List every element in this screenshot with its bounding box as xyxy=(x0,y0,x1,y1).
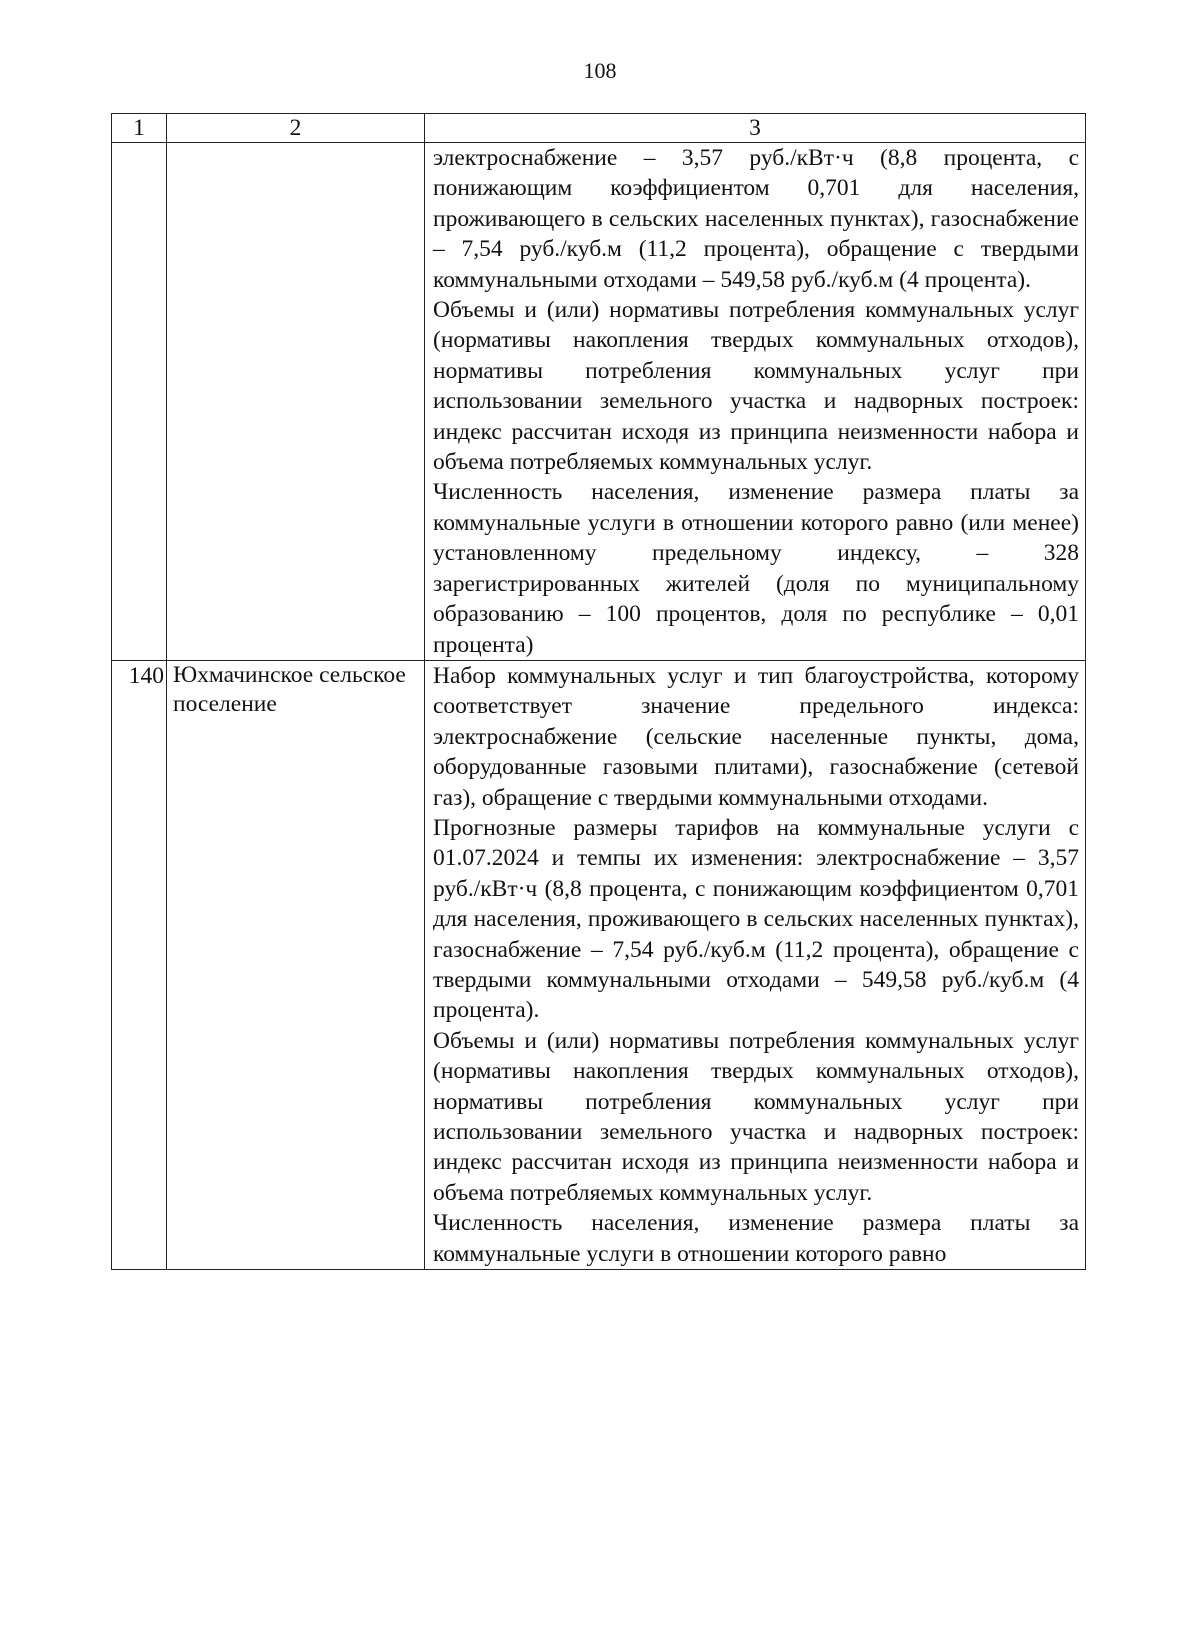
paragraph: Прогнозные размеры тарифов на коммунальные услуги с 01.07.2024 и темпы их изменения: электроснабжение – 3,57 руб./кВт·ч (8,8 процента, с понижающим коэффициентом 0,701 для населения, проживающего в сельских населенных пунктах), газоснабжение – 7,54 руб./куб.м (11,2 процента), обращение с твердыми коммунальными отходами – 549,58 руб./куб.м (4 процента). xyxy=(433,814,1079,1024)
description-cell xyxy=(425,660,1086,1269)
tariff-table xyxy=(111,113,1086,1270)
paragraph: Объемы и (или) нормативы потребления коммунальных услуг (нормативы накопления твердых коммунальных отходов), нормативы потребления коммунальных услуг при использовании земельного участка и надворных построек: индекс рассчитан исходя из принципа неизменности набора и объема потребляемых коммунальных услуг. xyxy=(433,297,1079,476)
paragraph: Объемы и (или) нормативы потребления коммунальных услуг (нормативы накопления твердых коммунальных отходов), нормативы потребления коммунальных услуг при использовании земельного участка и надворных построек: индекс рассчитан исходя из принципа неизменности набора и объема потребляемых коммунальных услуг. xyxy=(433,1027,1079,1206)
paragraph: электроснабжение – 3,57 руб./кВт·ч (8,8 процента, с понижающим коэффициентом 0,701 для населения, проживающего в сельских населенных пунктах), газоснабжение – 7,54 руб./куб.м (11,2 процента), обращение с твердыми коммунальными отходами – 549,58 руб./куб.м (4 процента). xyxy=(433,145,1079,293)
paragraph: Численность населения, изменение размера платы за коммунальные услуги в отношении которого равно (или менее) установленному предельному индексу, – 328 зарегистрированных жителей (доля по муниципальному образованию – 100 процентов, доля по республике – 0,01 процента) xyxy=(433,479,1079,658)
table-header-row xyxy=(112,114,1086,143)
column-header-2: 2 xyxy=(167,114,425,143)
description-cell xyxy=(425,143,1086,661)
paragraph: Численность населения, изменение размера платы за коммунальные услуги в отношении которого равно xyxy=(433,1210,1079,1267)
column-header-1: 1 xyxy=(112,114,167,143)
row-number: 140 xyxy=(112,660,167,1269)
page-number: 108 xyxy=(583,58,617,83)
table-row xyxy=(112,143,1086,661)
table-row xyxy=(112,660,1086,1269)
column-header-3: 3 xyxy=(425,114,1086,143)
paragraph: Набор коммунальных услуг и тип благоустройства, которому соответствует значение предельного индекса: электроснабжение (сельские населенные пункты, дома, оборудованные газовыми плитами), газоснабжение (сетевой газ), обращение с твердыми коммунальными отходами. xyxy=(433,662,1079,811)
row-number xyxy=(112,143,167,661)
settlement-name: Юхмачинское сельское поселение xyxy=(167,660,425,1269)
settlement-name xyxy=(167,143,425,661)
